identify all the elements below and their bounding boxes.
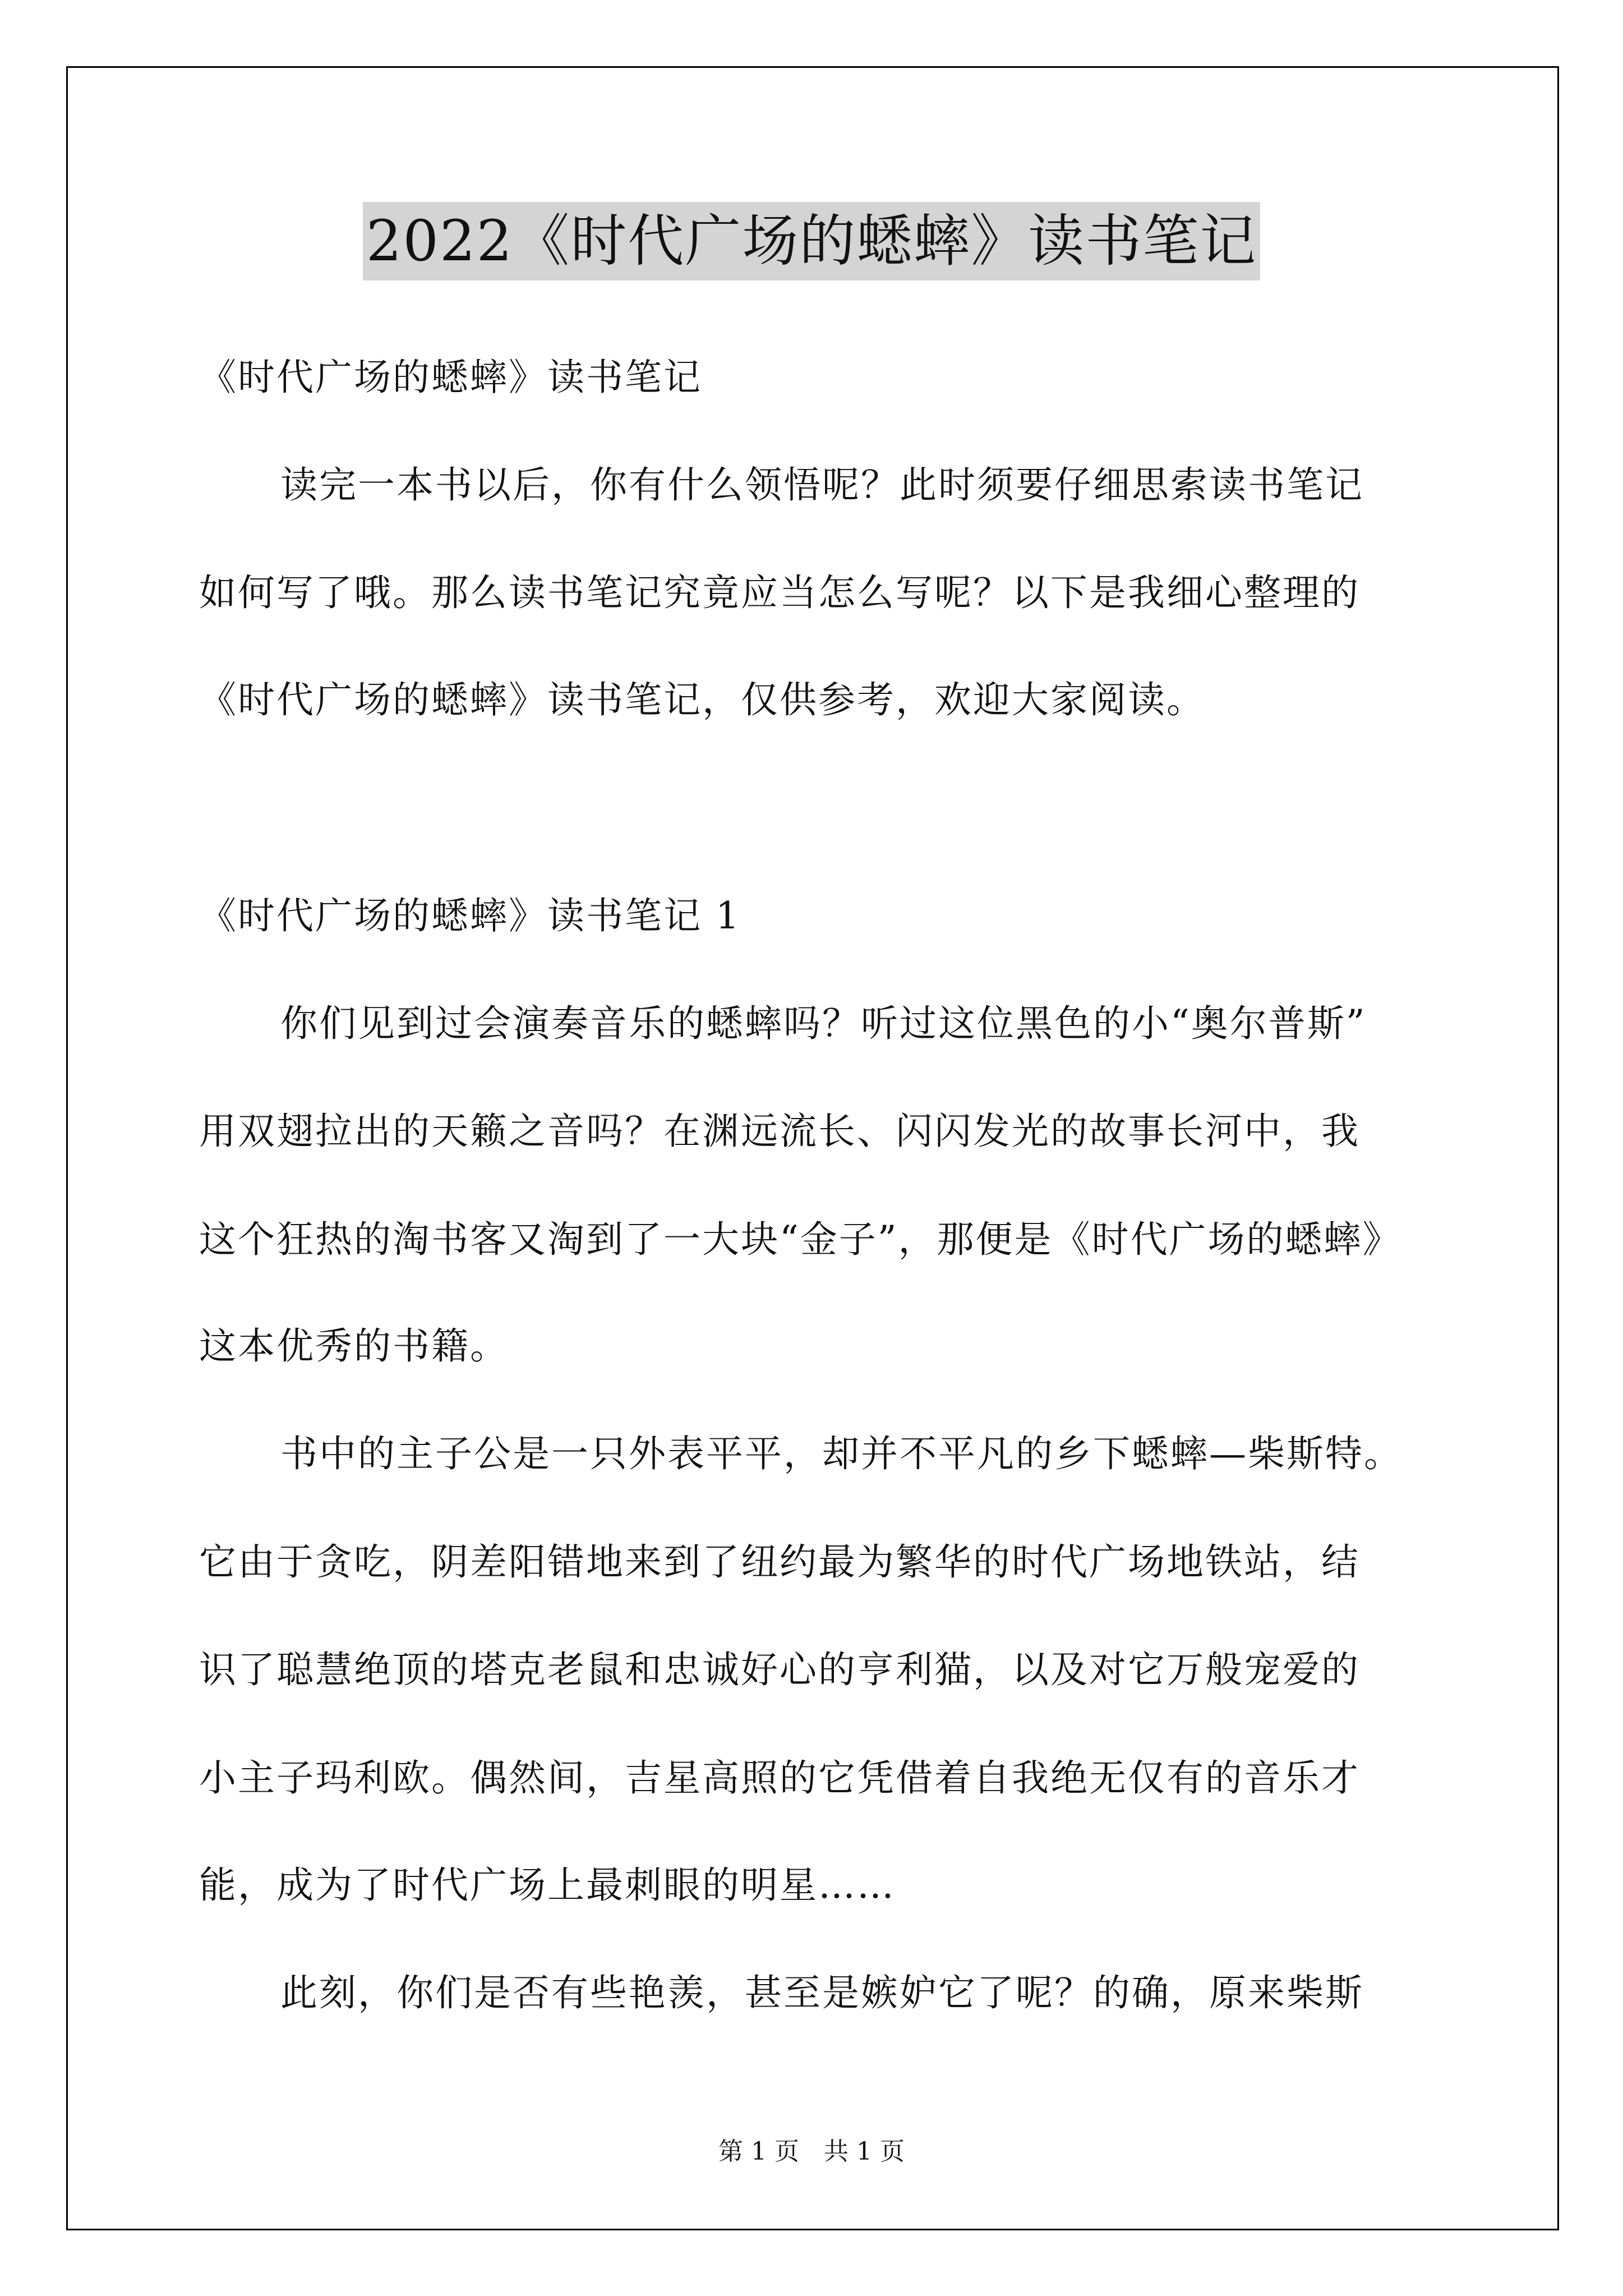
para2-line-3: 识了聪慧绝顶的塔克老鼠和忠诚好心的亨利猫，以及对它万般宠爱的: [199, 1648, 1360, 1691]
intro-line-1: 读完一本书以后，你有什么领悟呢？此时须要仔细思索读书笔记: [280, 463, 1364, 507]
para1-line-3: 这个狂热的淘书客又淘到了一大块“金子”，那便是《时代广场的蟋蟀》: [199, 1218, 1401, 1261]
para2-line-5: 能，成为了时代广场上最刺眼的明星……: [199, 1864, 896, 1907]
para3-line-1: 此刻，你们是否有些艳羡，甚至是嫉妒它了呢？的确，原来柴斯: [280, 1971, 1364, 2014]
document-title: 2022《时代广场的蟋蟀》读书笔记: [363, 202, 1261, 280]
para1-line-1: 你们见到过会演奏音乐的蟋蟀吗？听过这位黑色的小“奥尔普斯”: [280, 1002, 1367, 1045]
intro-line-3: 《时代广场的蟋蟀》读书笔记，仅供参考，欢迎大家阅读。: [199, 678, 1205, 721]
para2-line-1: 书中的主子公是一只外表平平，却并不平凡的乡下蟋蟀—柴斯特。: [280, 1432, 1403, 1475]
para2-line-4: 小主子玛利欧。偶然间，吉星高照的它凭借着自我绝无仅有的音乐才: [199, 1756, 1360, 1800]
section-heading: 《时代广场的蟋蟀》读书笔记 1: [199, 894, 741, 937]
title-container: [0, 202, 1623, 280]
para1-line-4: 这本优秀的书籍。: [199, 1324, 509, 1368]
para1-line-2: 用双翅拉出的天籁之音吗？在渊远流长、闪闪发光的故事长河中，我: [199, 1110, 1360, 1153]
intro-line-2: 如何写了哦。那么读书笔记究竟应当怎么写呢？以下是我细心整理的: [199, 571, 1360, 614]
page-number-footer: 第 1 页 共 1 页: [718, 2137, 905, 2166]
subtitle: 《时代广场的蟋蟀》读书笔记: [199, 356, 702, 399]
para2-line-2: 它由于贪吃，阴差阳错地来到了纽约最为繁华的时代广场地铁站，结: [199, 1540, 1360, 1584]
